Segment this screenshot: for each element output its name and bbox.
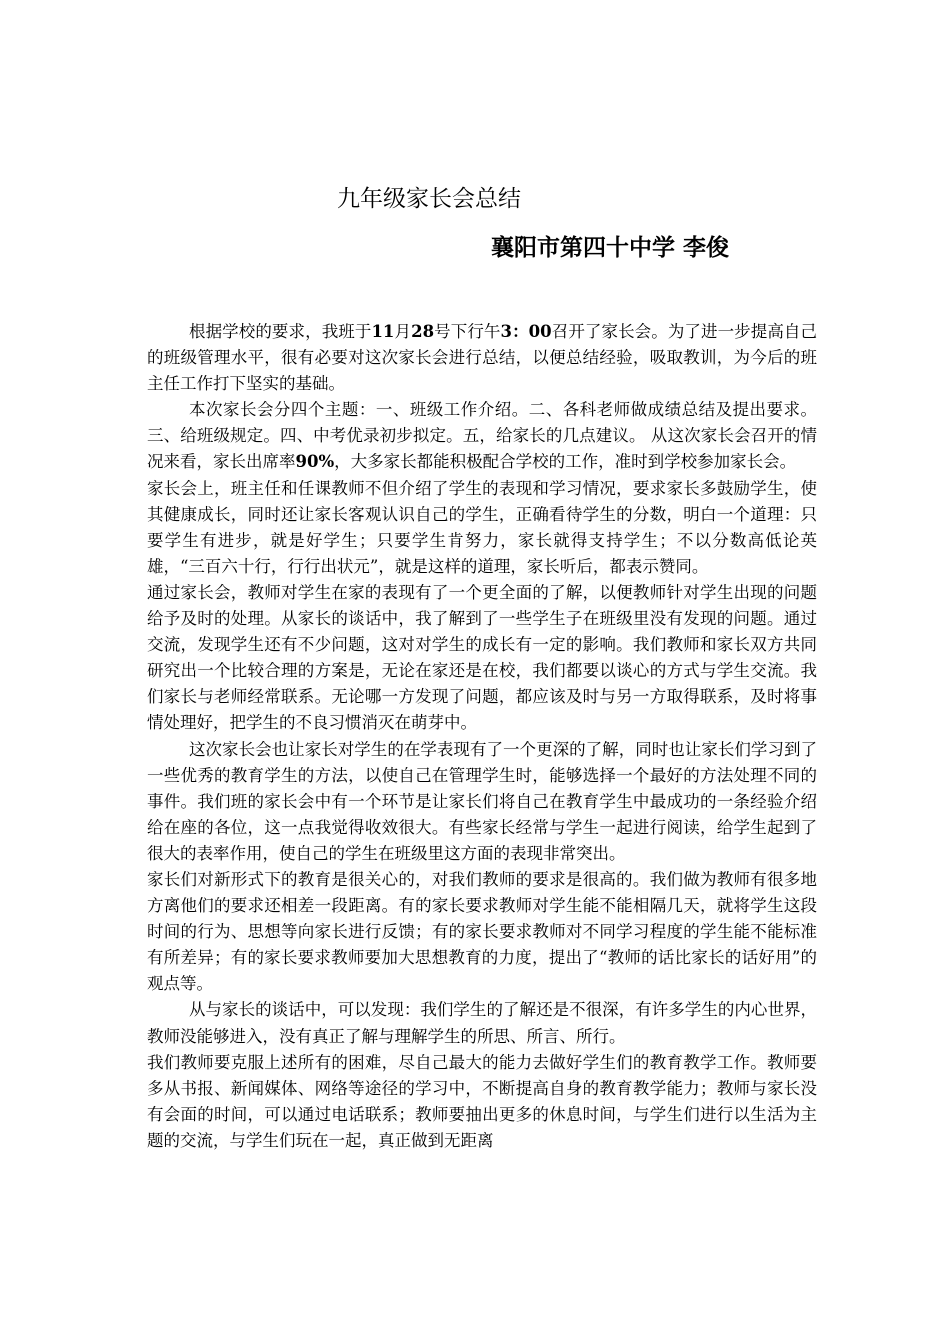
document-title: 九年级家长会总结 — [337, 186, 521, 212]
body-paragraph — [147, 997, 817, 1049]
paragraph-text: 家长们对新形式下的教育是很关心的，对我们教师的要求是很高的。我们做为教师有很多地方离他们的要求还相差一段距离。有的家长要求教师对学生能不能相隔几天，就将学生这段时间的行为、思想等向家长进行反馈；有的家长要求教师对不同学习程度的学生能不能标准有所差异；有的家长要求教师要加大思想教育的力度，提出了“教师的话比家长的话好用”的观点等。 — [147, 869, 817, 994]
paragraph-text: 月 — [394, 322, 412, 341]
paragraph-text: ，大多家长都能积极配合学校的工作，准时到学校参加家长会。 — [334, 452, 797, 472]
paragraph-text: 11 — [371, 322, 395, 341]
paragraph-text: 28 — [411, 322, 435, 341]
paragraph-text: 根据学校的要求，我班于 — [189, 322, 372, 341]
paragraph-text: 通过家长会，教师对学生在家的表现有了一个更全面的了解，以便教师针对学生出现的问题给予及时的处理。从家长的谈话中，我了解到了一些学生子在班级里没有发现的问题。通过交流，发现学生还有不少问题，这对对学生的成长有一定的影响。我们教师和家长双方共同研究出一个比较合理的方案是，无论在家还是在校，我们都要以谈心的方式与学生交流。我们家长与老师经常联系。无论哪一方发现了问题，都应该及时与另一方取得联系，及时将事情处理好，把学生的不良习惯消灭在萌芽中。 — [147, 582, 817, 733]
document-body — [147, 319, 817, 1154]
paragraph-text: 召开了家长会。为了进一步提高自己的班级管理水平，很有必要对这次家长会进行总结，以便总结经验，吸取教训，为今后的班主任工作打下坚实的基础。 — [147, 322, 818, 394]
paragraph-text: 这次家长会也让家长对学生的在学表现有了一个更深的了解，同时也让家长们学习到了一些优秀的教育学生的方法，以使自己在管理学生时，能够选择一个最好的方法处理不同的事件。我们班的家长会中有一个环节是让家长们将自己在教育学生中最成功的一条经验介绍给在座的各位，这一点我觉得收效很大。有些家长经常与学生一起进行阅读，给学生起到了很大的表率作用，使自己的学生在班级里这方面的表现非常突出。 — [147, 739, 817, 863]
paragraph-text: 3：00 — [500, 322, 552, 341]
paragraph-text: 从与家长的谈话中，可以发现：我们学生的了解还是不很深，有许多学生的内心世界，教师没能够进入，没有真正了解与理解学生的所思、所言、所行。 — [147, 1000, 817, 1046]
body-paragraph — [147, 867, 817, 997]
body-paragraph — [147, 397, 817, 475]
paragraph-text: 90% — [295, 452, 335, 472]
body-paragraph — [147, 580, 817, 737]
body-paragraph — [147, 1050, 817, 1154]
paragraph-text: 家长会上，班主任和任课教师不但介绍了学生的表现和学习情况，要求家长多鼓励学生，使其健康成长，同时还让家长客观认识自己的学生，正确看待学生的分数，明白一个道理：只要学生有进步，就是好学生；只要学生肯努力，家长就得支持学生；不以分数高低论英雄，“三百六十行，行行出状元”，就是这样的道理，家长听后，都表示赞同。 — [147, 478, 817, 576]
paragraph-text: 我们教师要克服上述所有的困难，尽自己最大的能力去做好学生们的教育教学工作。教师要多从书报、新闻媒体、网络等途径的学习中，不断提高自身的教育教学能力；教师与家长没有会面的时间，可以通过电话联系；教师要抽出更多的休息时间，与学生们进行以生活为主题的交流，与学生们玩在一起，真正做到无距离 — [147, 1052, 817, 1150]
body-paragraph — [147, 737, 817, 867]
document-author: 襄阳市第四十中学 李俊 — [491, 234, 730, 261]
body-paragraph — [147, 319, 817, 397]
paragraph-text: 本次家长会分四个主题：一、班级工作介绍。二、各科老师做成绩总结及提出要求。三、给班级规定。四、中考优录初步拟定。五，给家长的几点建议。 从这次家长会召开的情况来看，家长出席率 — [147, 400, 817, 472]
paragraph-text: 号下行午 — [434, 322, 501, 341]
body-paragraph — [147, 476, 817, 580]
